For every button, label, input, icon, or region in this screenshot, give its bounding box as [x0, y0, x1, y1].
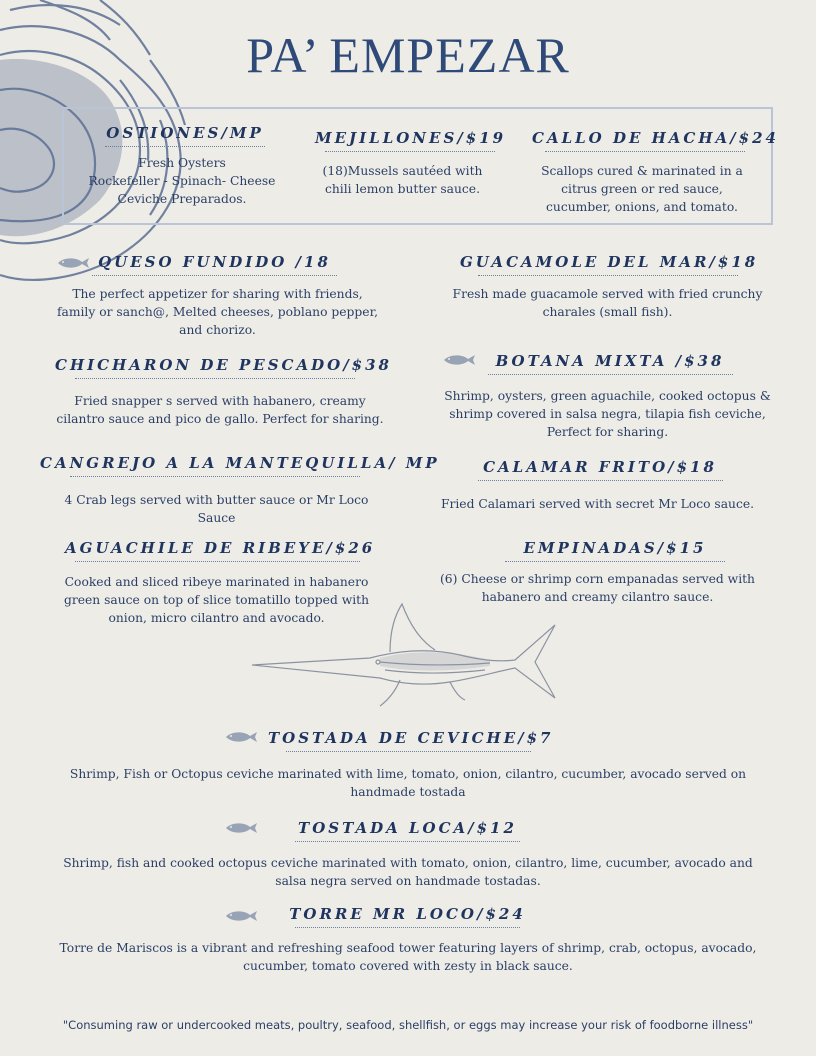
description-line: Fresh Oysters — [138, 156, 226, 170]
menu-item-description — [527, 162, 757, 216]
menu-item-name — [290, 819, 525, 842]
item-name-text: CALAMAR FRITO/$18 — [483, 458, 717, 476]
description-line: Ceviche Preparados. — [117, 192, 247, 206]
item-name-text: CALLO DE HACHA/$24 — [532, 129, 779, 147]
item-name-text: TOSTADA DE CEVICHE/$7 — [268, 729, 554, 747]
description-line: family or sanch@, Melted cheeses, poblano pepper, — [56, 305, 379, 319]
menu-item-description — [425, 387, 790, 441]
menu-item-description — [300, 162, 505, 198]
item-name-text: GUACAMOLE DEL MAR/$18 — [460, 253, 759, 271]
menu-item-name — [40, 454, 440, 477]
menu-item-name — [470, 458, 730, 481]
menu-item-name — [95, 124, 275, 147]
menu-item-description — [425, 495, 770, 513]
description-line: salsa negra served on handmade tostadas. — [275, 874, 541, 888]
description-line: green sauce on top of slice tomatillo topped with — [63, 593, 370, 607]
item-name-text: AGUACHILE DE RIBEYE/$26 — [65, 539, 376, 557]
description-line: Cooked and sliced ribeye marinated in habanero — [64, 575, 369, 589]
description-line: Fried Calamari served with secret Mr Loco sauce. — [440, 497, 755, 511]
item-name-text: TOSTADA LOCA/$12 — [298, 819, 517, 837]
menu-item-name — [315, 129, 505, 152]
description-line: cucumber, tomato covered with zesty in black sauce. — [243, 959, 573, 973]
menu-item-description — [40, 491, 393, 527]
menu-item-description — [430, 285, 785, 321]
description-line: Shrimp, fish and cooked octopus ceviche marinated with tomato, onion, cilantro, lime, cucumber, avocado and — [63, 856, 753, 870]
description-line: citrus green or red sauce, — [561, 182, 723, 196]
menu-item-name — [480, 352, 740, 375]
description-line: Fresh made guacamole served with fried crunchy — [452, 287, 763, 301]
description-line: and chorizo. — [179, 323, 256, 337]
item-name-text: EMPINADAS/$15 — [523, 539, 707, 557]
item-name-text: OSTIONES/MP — [106, 124, 264, 142]
fish-icon — [56, 256, 90, 270]
item-name-text: CANGREJO A LA MANTEQUILLA/ MP — [40, 454, 440, 472]
description-line: chili lemon butter sauce. — [325, 182, 480, 196]
description-line: handmade tostada — [350, 785, 466, 799]
health-disclaimer: "Consuming raw or undercooked meats, poultry, seafood, shellfish, or eggs may increase your risk of foodborne illness" — [62, 1018, 754, 1032]
description-line: habanero and creamy cilantro sauce. — [481, 590, 714, 604]
menu-item-description — [40, 939, 776, 975]
fish-icon — [224, 821, 258, 835]
description-line: cilantro sauce and pico de gallo. Perfect for sharing. — [56, 412, 384, 426]
item-name-text: QUESO FUNDIDO /18 — [98, 253, 331, 271]
item-name-text: TORRE MR LOCO/$24 — [289, 905, 526, 923]
menu-item-name — [285, 905, 530, 928]
menu-item-name — [490, 539, 740, 562]
menu-item-description — [40, 392, 400, 428]
menu-item-description — [40, 854, 776, 890]
menu-item-name — [532, 129, 779, 152]
menu-item-name — [92, 253, 337, 276]
description-line: (18)Mussels sautéed with — [322, 164, 483, 178]
swordfish-illustration — [250, 600, 560, 715]
fish-icon — [224, 730, 258, 744]
description-line: 4 Crab legs served with butter sauce or Mr Loco — [64, 493, 369, 507]
description-line: Perfect for sharing. — [546, 425, 669, 439]
description-line: charales (small fish). — [542, 305, 673, 319]
description-line: Shrimp, oysters, green aguachile, cooked octopus & — [444, 389, 771, 403]
menu-item-name — [55, 356, 392, 379]
menu-item-name — [268, 729, 554, 752]
description-line: cucumber, onions, and tomato. — [546, 200, 738, 214]
description-line: Scallops cured & marinated in a — [541, 164, 743, 178]
item-name-text: BOTANA MIXTA /$38 — [495, 352, 725, 370]
menu-item-name — [65, 539, 376, 562]
description-line: Torre de Mariscos is a vibrant and refreshing seafood tower featuring layers of shrimp, crab, octopus, avocado, — [59, 941, 757, 955]
description-line: Shrimp, Fish or Octopus ceviche marinated with lime, tomato, onion, cilantro, cucumber, avocado served on — [69, 767, 747, 781]
description-line: Rockefeller - Spinach- Cheese — [88, 174, 276, 188]
menu-item-name — [460, 253, 759, 276]
description-line: The perfect appetizer for sharing with friends, — [72, 287, 363, 301]
menu-item-description — [40, 765, 776, 801]
item-name-text: MEJILLONES/$19 — [315, 129, 507, 147]
item-name-text: CHICHARON DE PESCADO/$38 — [55, 356, 392, 374]
description-line: Sauce — [197, 511, 236, 525]
page-title: PA’ EMPEZAR — [246, 27, 570, 83]
menu-item-description — [72, 154, 292, 208]
description-line: onion, micro cilantro and avocado. — [108, 611, 325, 625]
description-line: Fried snapper s served with habanero, creamy — [74, 394, 366, 408]
fish-icon — [224, 909, 258, 923]
fish-icon — [442, 353, 476, 367]
description-line: shrimp covered in salsa negra, tilapia fish ceviche, — [449, 407, 766, 421]
menu-item-description — [40, 285, 395, 339]
description-line: (6) Cheese or shrimp corn empanadas served with — [440, 572, 755, 586]
